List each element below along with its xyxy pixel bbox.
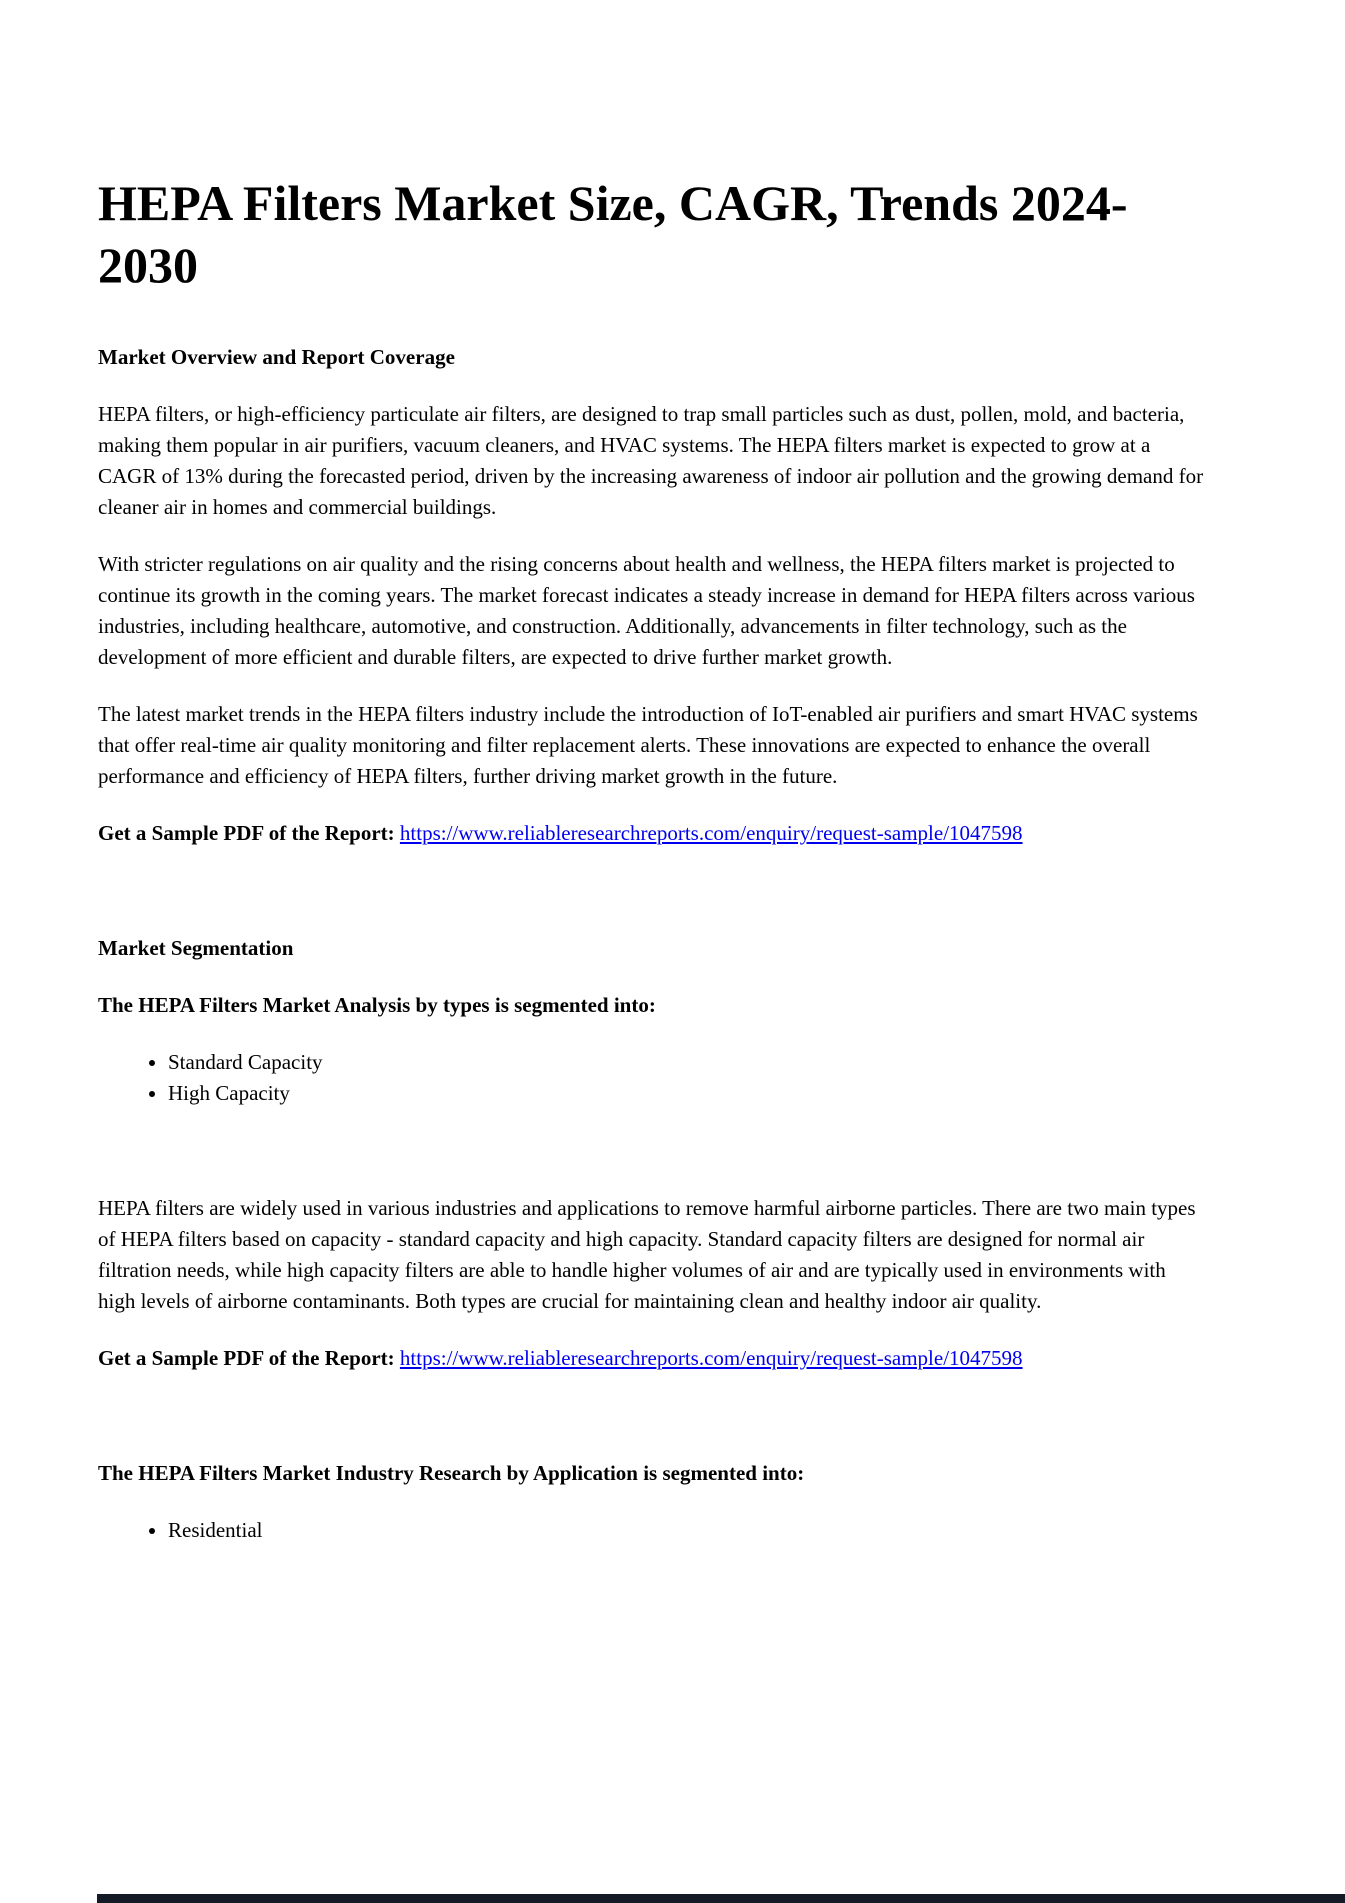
- overview-paragraph-2: With stricter regulations on air quality and the rising concerns about health and wellness, the HEPA filters market is projected to continue its growth in the coming years. The market forecast indicates a steady increase in demand for HEPA filters across various industries, including healthcare, automotive, and construction. Additionally, advancements in filter technology, such as the development of more efficient and durable filters, are expected to drive further market growth.: [98, 552, 1195, 669]
- sample-request-line-1: [98, 818, 1158, 849]
- application-segmentation-heading: The HEPA Filters Market Industry Research by Application is segmented into:: [98, 1461, 805, 1485]
- types-description-paragraph: HEPA filters are widely used in various industries and applications to remove harmful airborne particles. There are two main types of HEPA filters based on capacity - standard capacity and high capacity. Standard capacity filters are designed for normal air filtration needs, while high capacity filters are able to handle higher volumes of air and are typically used in environments with high levels of airborne contaminants. Both types are crucial for maintaining clean and healthy indoor air quality.: [98, 1196, 1196, 1313]
- list-item-type: • Standard Capacity: [168, 1047, 1208, 1078]
- types-segmentation-heading: The HEPA Filters Market Analysis by types is segmented into:: [98, 993, 656, 1017]
- sample-request-link[interactable]: https://www.reliableresearchreports.com/enquiry/request-sample/1047598: [399, 1346, 1023, 1370]
- sample-request-label: Get a Sample PDF of the Report:: [98, 1346, 395, 1370]
- list-item-application: • Residential: [168, 1515, 1208, 1546]
- sample-request-label: Get a Sample PDF of the Report:: [98, 821, 395, 845]
- section-heading-market-overview: Market Overview and Report Coverage: [98, 345, 455, 369]
- overview-paragraph-3: The latest market trends in the HEPA filters industry include the introduction of IoT-enabled air purifiers and smart HVAC systems that offer real-time air quality monitoring and filter replacement alerts. These innovations are expected to enhance the overall performance and efficiency of HEPA filters, further driving market growth in the future.: [98, 702, 1198, 788]
- overview-paragraph-1: HEPA filters, or high-efficiency particulate air filters, are designed to trap small particles such as dust, pollen, mold, and bacteria, making them popular in air purifiers, vacuum cleaners, and HVAC systems. The HEPA filters market is expected to grow at a CAGR of 13% during the forecasted period, driven by the increasing awareness of indoor air pollution and the growing demand for cleaner air in homes and commercial buildings.: [98, 402, 1204, 519]
- section-heading-market-segmentation: Market Segmentation: [98, 936, 294, 960]
- sample-request-line-2: [98, 1343, 1158, 1374]
- list-item-type: • High Capacity: [168, 1078, 1208, 1109]
- applications-list: [98, 1515, 1208, 1546]
- bottom-partial-dark-bar: [97, 1894, 1345, 1903]
- sample-request-link[interactable]: https://www.reliableresearchreports.com/enquiry/request-sample/1047598: [399, 821, 1023, 845]
- types-list: [98, 1047, 1208, 1109]
- page-title: HEPA Filters Market Size, CAGR, Trends 2024-2030: [98, 175, 1128, 293]
